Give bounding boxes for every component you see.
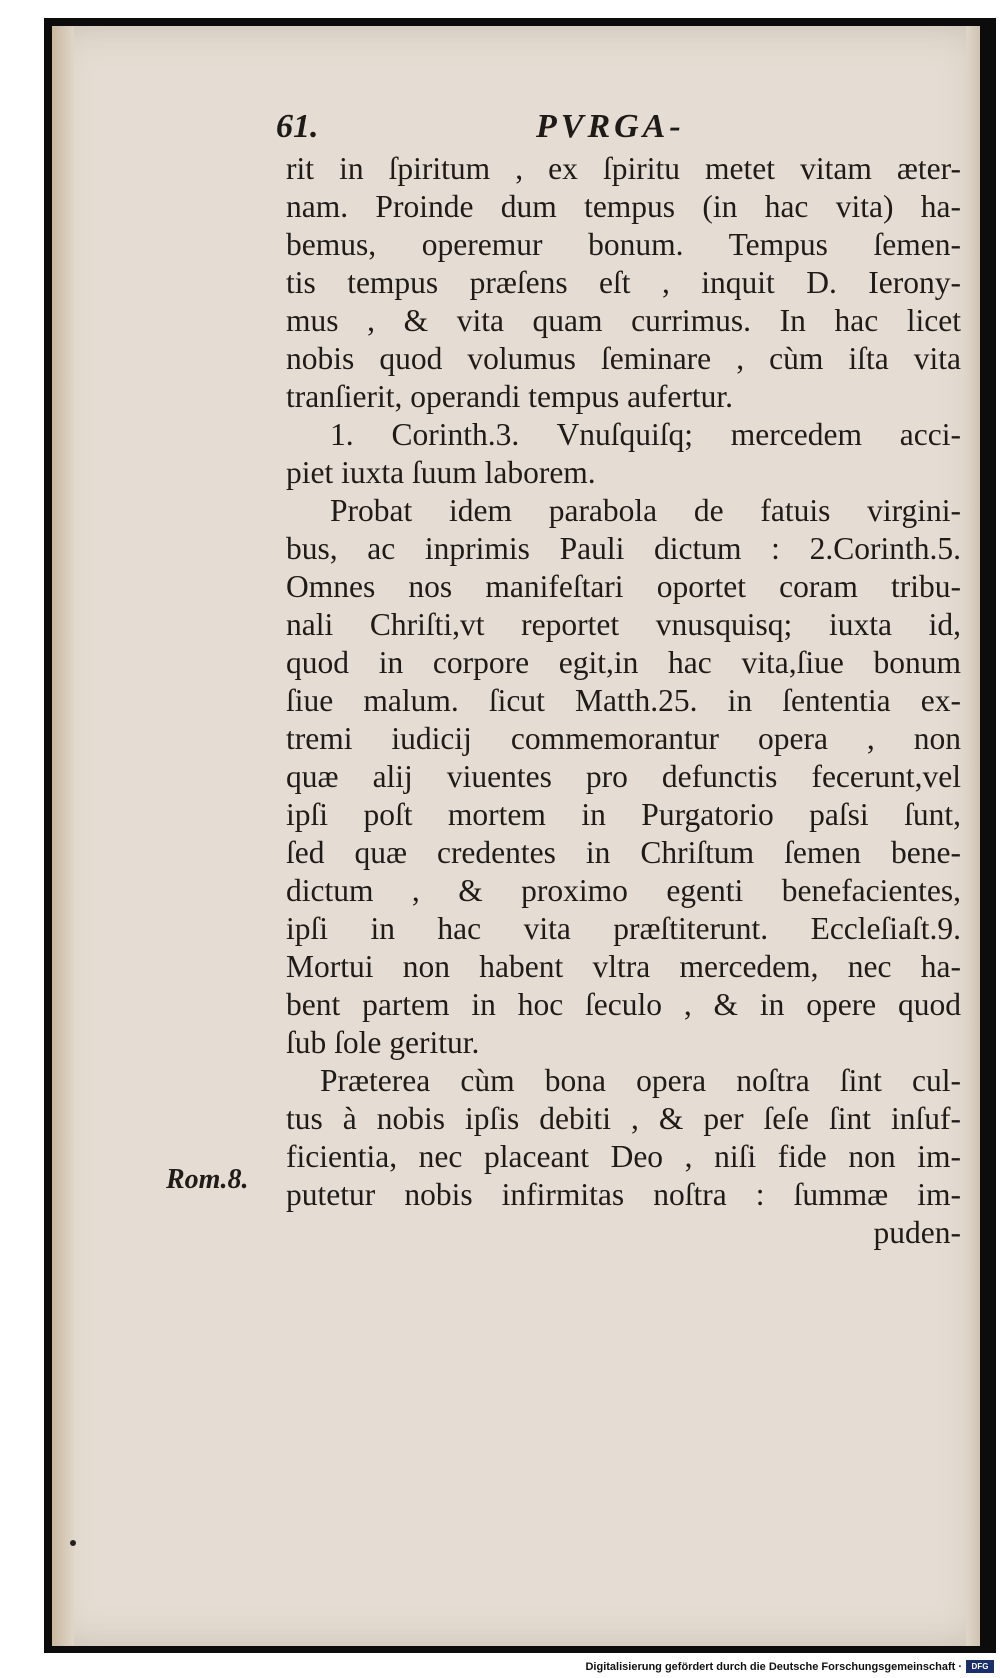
text-line: ſed quæ credentes in Chriſtum ſemen bene- xyxy=(286,835,961,870)
text-line: Probat idem parabola de fatuis virgini- xyxy=(330,493,961,528)
text-line: nobis quod volumus ſeminare , cùm iſta vita xyxy=(286,341,961,376)
text-line: tranſierit, operandi tempus aufertur. xyxy=(286,379,733,414)
text-line: quæ alij viuentes pro defunctis fecerunt,vel xyxy=(286,759,961,794)
text-line: ipſi in hac vita præſtiterunt. Eccleſiaſt.9. xyxy=(286,911,961,946)
text-line: Mortui non habent vltra mercedem, nec ha- xyxy=(286,949,961,984)
text-line: ficientia, nec placeant Deo , niſi fide non im- xyxy=(286,1139,961,1174)
text-line: bemus, operemur bonum. Tempus ſemen- xyxy=(286,227,961,262)
text-line: tis tempus præſens eſt , inquit D. Ierony- xyxy=(286,265,961,300)
margin-note: Rom.8. xyxy=(166,1164,249,1195)
text-line: quod in corpore egit,in hac vita,ſiue bonum xyxy=(286,645,961,680)
text-line: Præterea cùm bona opera noſtra ſint cul- xyxy=(320,1063,961,1098)
text-line: tremi iudicij commemorantur opera , non xyxy=(286,721,961,756)
text-line: dictum , & proximo egenti benefacientes, xyxy=(286,873,961,908)
text-line: 1. Corinth.3. Vnuſquiſq; mercedem acci- xyxy=(330,417,961,452)
page-fore-edge xyxy=(966,26,980,1646)
text-line: putetur nobis infirmitas noſtra : ſummæ im- xyxy=(286,1177,961,1212)
text-line: mus , & vita quam currimus. In hac licet xyxy=(286,303,961,338)
ink-speck xyxy=(70,1540,76,1546)
text-line: ſiue malum. ſicut Matth.25. in ſententia ex- xyxy=(286,683,961,718)
text-line: tus à nobis ipſis debiti , & per ſeſe ſint inſuf- xyxy=(286,1101,961,1136)
text-line: ſub ſole geritur. xyxy=(286,1025,480,1060)
text-line: bus, ac inprimis Pauli dictum : 2.Corinth.5. xyxy=(286,531,961,566)
body-text xyxy=(286,150,961,1252)
text-line: nam. Proinde dum tempus (in hac vita) ha- xyxy=(286,189,961,224)
page-gutter-shadow xyxy=(52,26,74,1646)
digitization-footer xyxy=(0,1658,1000,1678)
text-line: nali Chriſti,vt reportet vnusquisq; iuxta id, xyxy=(286,607,961,642)
running-title: PVRGA- xyxy=(536,108,685,145)
text-line: Omnes nos manifeſtari oportet coram tribu- xyxy=(286,569,961,604)
funding-credit: Digitalisierung gefördert durch die Deutsche Forschungsgemeinschaft · xyxy=(585,1661,962,1673)
dfg-logo-icon: DFG xyxy=(966,1660,994,1673)
page-number: 61. xyxy=(276,108,319,145)
running-head xyxy=(0,108,1000,148)
text-line: rit in ſpiritum , ex ſpiritu metet vitam æter- xyxy=(286,151,961,186)
catchword: puden- xyxy=(873,1215,961,1250)
text-line: piet iuxta ſuum laborem. xyxy=(286,455,596,490)
text-line: ipſi poſt mortem in Purgatorio paſsi ſunt, xyxy=(286,797,961,832)
text-line: bent partem in hoc ſeculo , & in opere quod xyxy=(286,987,961,1022)
